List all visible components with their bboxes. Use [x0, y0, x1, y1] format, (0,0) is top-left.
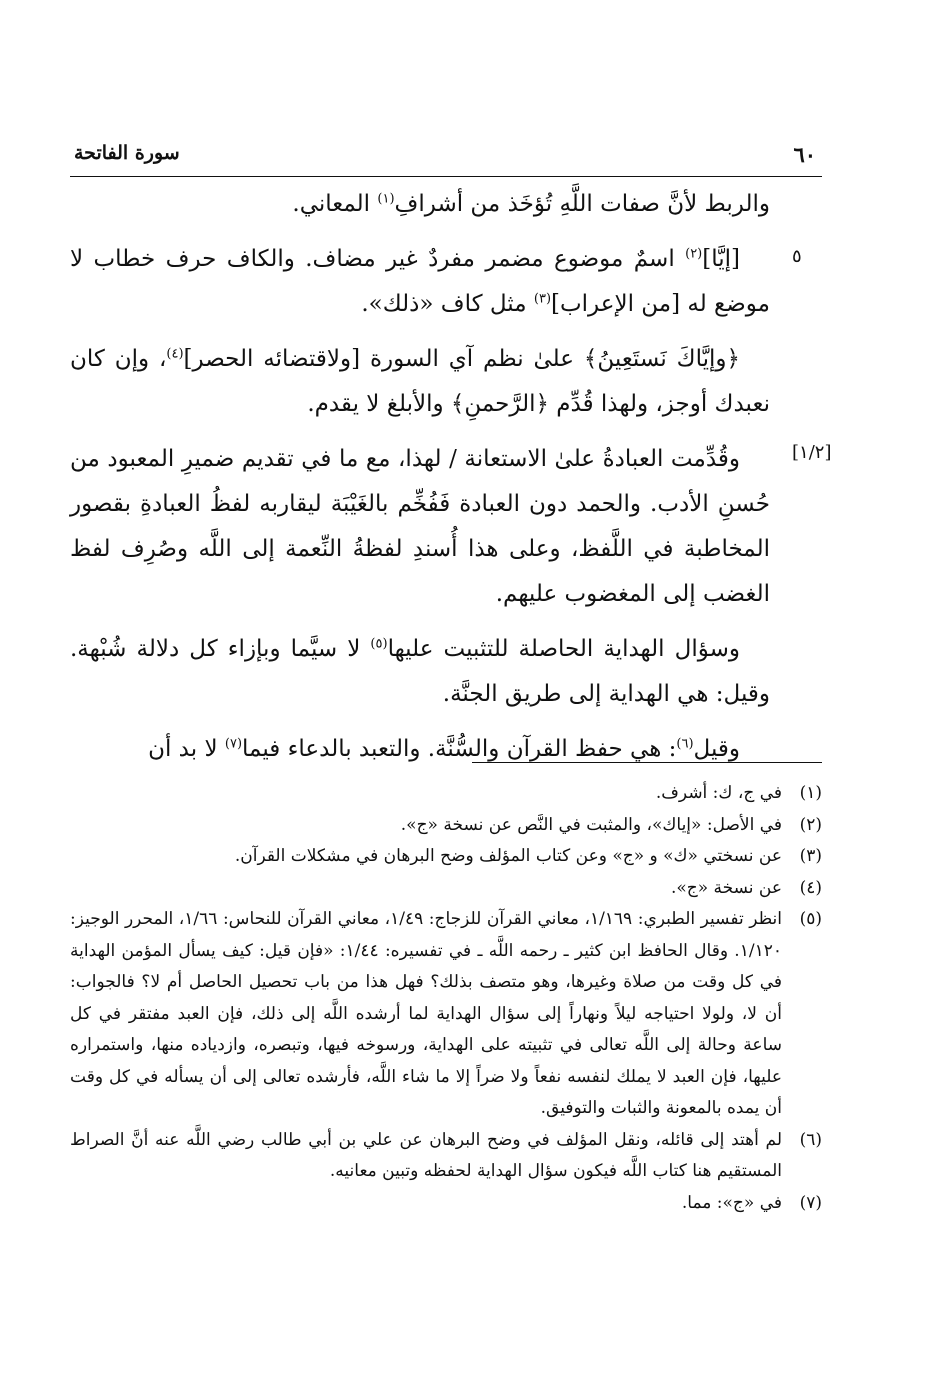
footnote-text: انظر تفسير الطبري: ١/١٦٩، معاني القرآن للزجاج: ١/٤٩، معاني القرآن للنحاس: ١/٦٦، المحرر الوجيز: ١/١٢٠. وقال الحافظ ابن كثير ـ رحمه اللَّه ـ في تفسيره: ١/٤٤: «فإن قيل: كيف يسأل المؤمن الهداية في كل وقت من صلاة وغيرها، وهو متصف بذلك؟ فهل هذا من باب تحصيل الحاصل أم لا؟ فالجواب: أن لا، ولولا احتياجه ليلاً ونهاراً إلى سؤال الهداية لما أرشده اللَّه إلى ذلك، فإن العبد مفتقر في كل ساعة وحالة إلى اللَّه تعالى في تثبيته على الهداية، ورسوخه فيها، وتبصره، وازدياده منها، واستمراره عليها، فإن العبد لا يملك لنفسه نفعاً ولا ضراً إلا ما شاء اللَّه، فأرشده تعالى إلى أن يسأله في كل وقت أن يمده بالمعونة والثبات والتوفيق.: [70, 909, 782, 1118]
footnote-ref-4[interactable]: (٤): [166, 346, 184, 362]
footnote-text: عن نسخة «ج».: [670, 877, 782, 898]
footnote-number: (٦): [799, 1129, 822, 1150]
paragraph-2: [إيَّا]$^{(٢)}$ اسمٌ موضوع مضمر مفردٌ غير مضاف. والكاف حرف خطاب لا موضع له [من الإعراب]$^{(٣)}$ مثل كاف «ذلك».: [70, 246, 770, 317]
footnote-ref-5[interactable]: (٥): [370, 636, 388, 652]
footnote-number: (٤): [799, 877, 822, 898]
footnote-item: [70, 778, 822, 810]
footnote-ref-6[interactable]: (٦): [676, 736, 694, 752]
footnote-ref-2[interactable]: (٢): [685, 246, 703, 262]
running-title: سورة الفاتحة: [74, 142, 180, 164]
footnote-item: [70, 904, 822, 1125]
footnote-divider: [472, 762, 822, 763]
footnote-item: [70, 1188, 822, 1220]
page-number: ٦٠: [793, 142, 816, 167]
footnote-number: (٣): [799, 846, 822, 866]
footnotes-section: [70, 778, 822, 1219]
footnote-ref-7[interactable]: (٧): [224, 736, 243, 752]
footnote-ref-3[interactable]: (٣): [533, 291, 552, 307]
margin-folio-marker: [١/٢]: [792, 442, 832, 463]
footnote-number: (٥): [799, 909, 822, 929]
main-text: [70, 182, 770, 782]
paragraph-1: والربط لأنَّ صفات اللَّهِ تُؤخَذ من أشرافِ$^{(١)}$ المعاني.: [292, 191, 770, 217]
paragraph-4: وقُدِّمت العبادةُ علىٰ الاستعانة / لهذا، مع ما في تقديم ضميرِ المعبود من حُسنِ الأدب. والحمد دون العبادة فَفُخِّم بالغَيْبَة ليقاربه لفظُ العبادةِ بقصور المخاطبة في اللَّفظ، وعلى هذا أُسندِ لفظةُ النِّعمة إلى اللَّه وصُرِف لفظ الغضب إلى المغضوب عليهم.: [70, 446, 770, 607]
margin-line-number: ٥: [792, 246, 802, 267]
footnote-item: [70, 1125, 822, 1188]
footnote-number: (١): [799, 783, 822, 803]
footnote-number: (٧): [799, 1192, 822, 1213]
paragraph-6: وقيل$^{(٦)}$: هي حفظ القرآن والسُّنَّة. والتعبد بالدعاء فيما$^{(٧)}$ لا بد أن: [148, 736, 740, 762]
paragraph-5: وسؤال الهداية الحاصلة للتثبيت عليها$^{(٥)}$ لا سيَّما وبإزاء كل دلالة شُبْهة. وقيل: هي الهداية إلى طريق الجنَّة.: [70, 636, 770, 707]
footnote-item: [70, 841, 822, 873]
footnote-text: لم أهتد إلى قائله، ونقل المؤلف في وضح البرهان عن علي بن أبي طالب رضي اللَّه عنه أنَّ الصراط المستقيم هنا كتاب اللَّه فيكون سؤال الهداية لحفظه وتبين معانيه.: [70, 1129, 782, 1181]
footnote-number: (٢): [799, 814, 822, 835]
footnote-item: [70, 873, 822, 905]
paragraph-3: ﴿وإيَّاكَ نَستَعِينُ﴾ علىٰ نظم آي السورة [ولاقتضائه الحصر]$^{(٤)}$، وإن كان نعبدك أوجز، ولهذا قُدِّم ﴿الرَّحمنِ﴾ والأبلغ لا يقدم.: [70, 346, 770, 417]
footnote-ref-1[interactable]: (١): [377, 191, 395, 207]
footnote-text: في ج، ك: أشرف.: [655, 783, 782, 803]
footnote-text: عن نسختي «ك» و «ج» وعن كتاب المؤلف وضح البرهان في مشكلات القرآن.: [234, 846, 782, 866]
footnote-text: في «ج»: مما.: [681, 1192, 782, 1213]
page-header: [70, 140, 822, 177]
footnote-text: في الأصل: «إياك»، والمثبت في النَّص عن نسخة «ج».: [400, 814, 782, 835]
footnote-item: [70, 810, 822, 842]
